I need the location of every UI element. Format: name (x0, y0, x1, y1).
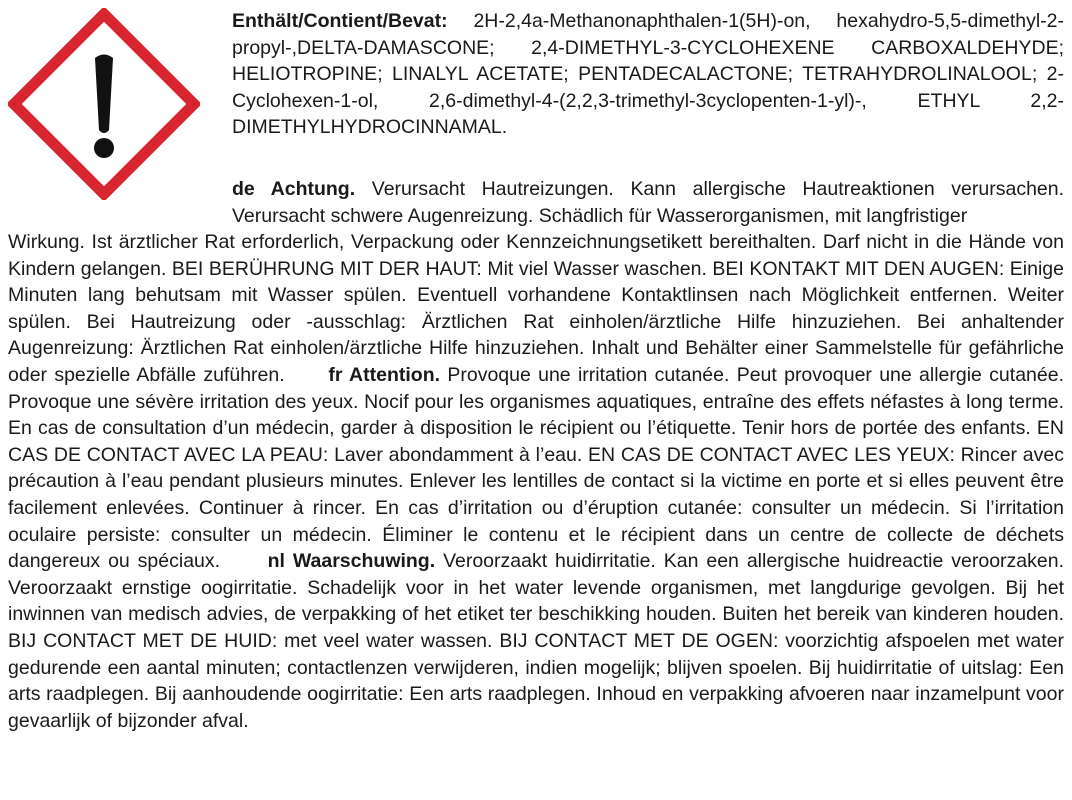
ingredients-section (232, 8, 1064, 141)
de-warning-label: de Achtung. (232, 178, 356, 200)
nl-warning-label: nl Waarschuwing. (267, 550, 436, 573)
ghs-exclamation-pictogram-icon (8, 8, 200, 200)
ingredients-text: 2H-2,4a-Methanonaphthalen-1(5H)-on, hexahydro-5,5-dimethyl-2-propyl-,DELTA-DAMASCONE; 2,4-DIMETHYL-3-CYCLOHEXENE CARBOXALDEHYDE; HELIOTROPINE; LINALYL ACETATE; PENTADECALACTONE; TETRAHYDROLINALOOL; 2-Cyclohexen-1-ol, 2,6-dimethyl-4-(2,2,3-trimethyl-3cyclopenten-1-yl)-, ETHYL 2,2-DIMETHYLHYDROCINNAMAL. (232, 10, 1064, 139)
de-warning-intro-text: Verursacht Hautreizungen. Kann allergische Hautreaktionen verursachen. Verursacht schwere Augenreizung. Schädlich für Wasserorganismen, mit langfristiger (232, 178, 1065, 227)
de-warning-text: Wirkung. Ist ärztlicher Rat erforderlich, Verpackung oder Kennzeichnungsetikett bereithalten. Darf nicht in die Hände von Kindern gelangen. BEI BERÜHRUNG MIT DER HAUT: Mit viel Wasser waschen. BEI KONTAKT MIT DEN AUGEN: Einige Minuten lang behutsam mit Wasser spülen. Eventuell vorhandene Kontaktlinsen nach Möglichkeit entfernen. Weiter spülen. Bei Hautreizung oder -ausschlag: Ärztlichen Rat einholen/ärztliche Hilfe hinzuziehen. Bei anhaltender Augenreizung: Ärztlichen Rat einholen/ärztliche Hilfe hinzuziehen. Inhalt und Behälter einer Sammelstelle für gefährliche oder spezielle Abfälle zuführen. (8, 231, 1064, 386)
safety-text-body (8, 229, 1064, 734)
fr-warning-text: Provoque une irritation cutanée. Peut provoquer une allergie cutanée. Provoque une sévère irritation des yeux. Nocif pour les organismes aquatiques, entraîne des effets néfastes à long terme. En cas de consultation d’un médecin, garder à disposition le récipient ou l’étiquette. Tenir hors de portée des enfants. EN CAS DE CONTACT AVEC LA PEAU: Laver abondamment à l’eau. EN CAS DE CONTACT AVEC LES YEUX: Rincer avec précaution à l’eau pendant plusieurs minutes. Enlever les lentilles de contact si la victime en porte et si elles peuvent être facilement enlevées. Continuer à rincer. En cas d’irritation ou d’éruption cutanée: consulter un médecin. Si l’irritation oculaire persiste: consulter un médecin. Éliminer le contenu et le récipient dans un centre de collecte de déchets dangereux ou spéciaux. (8, 363, 1064, 573)
de-warning-intro (232, 176, 1064, 229)
nl-warning-text: Veroorzaakt huidirritatie. Kan een allergische huidreactie veroorzaken. Veroorzaakt ernstige oogirritatie. Schadelijk voor in het water levende organismen, met langdurige gevolgen. Bij het inwinnen van medisch advies, de verpakking of het etiket ter beschikking houden. Buiten het bereik van kinderen houden. BIJ CONTACT MET DE HUID: met veel water wassen. BIJ CONTACT MET DE OGEN: voorzichtig afspoelen met water gedurende een aantal minuten; contactlenzen verwijderen, indien mogelijk; blijven spoelen. Bij huidirritatie of uitslag: Een arts raadplegen. Bij aanhoudende oogirritatie: Een arts raadplegen. Inhoud en verpakking afvoeren naar inzamelpunt voor gevaarlijk of bijzonder afval. (8, 550, 1064, 732)
ingredients-label: Enthält/Contient/Bevat: (232, 10, 448, 32)
fr-warning-label: fr Attention. (328, 363, 441, 386)
